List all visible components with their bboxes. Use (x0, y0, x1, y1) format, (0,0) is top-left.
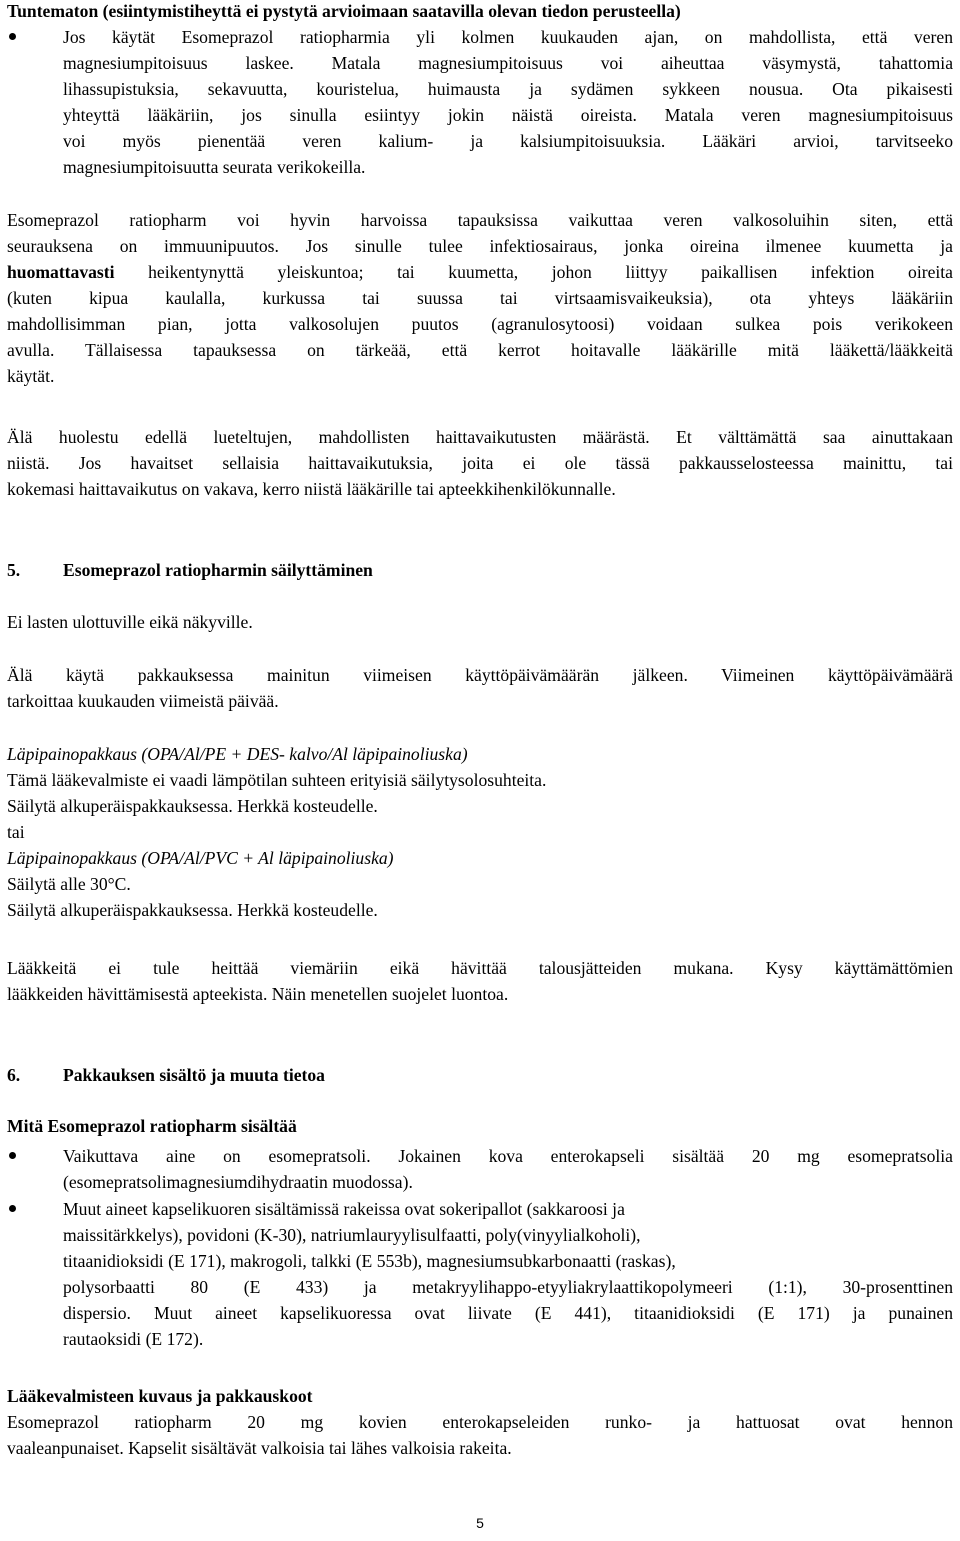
text-line: Tämä lääkevalmiste ei vaadi lämpötilan suhteen erityisiä säilytysolosuhteita. (7, 770, 547, 790)
text-line (7, 259, 953, 285)
section-number: 5. (7, 560, 21, 580)
text-span: heikentynyttä yleiskuntoa; tai kuumetta, johon liittyy paikallisen infektion oireita (114, 262, 953, 282)
text-line: maissitärkkelys), povidoni (K-30), natriumlauryylisulfaatti, poly(vinyylialkoholi), (63, 1225, 641, 1245)
text-line: rautaoksidi (E 172). (63, 1329, 204, 1349)
section-number: 6. (7, 1065, 21, 1085)
text-line: Esomeprazol ratiopharm voi hyvin harvoissa tapauksissa vaikuttaa veren valkosoluihin siten, että (7, 210, 953, 230)
text-line: Muut aineet kapselikuoren sisältämissä rakeissa ovat sokeripallot (sakkaroosi ja (63, 1199, 625, 1219)
bullet-icon (7, 1143, 21, 1157)
text-line: vaaleanpunaiset. Kapselit sisältävät valkoisia tai lähes valkoisia rakeita. (7, 1438, 512, 1458)
text-line: yhteyttä lääkäriin, jos sinulla esiintyy jokin näistä oireista. Matala veren magnesiumpitoisuus (63, 105, 953, 125)
text-line: niistä. Jos havaitset sellaisia haittavaikutuksia, joita ei ole tässä pakkausselosteessa mainittu, tai (7, 453, 953, 473)
text-line: avulla. Tällaisessa tapauksessa on tärkeää, että kerrot hoitavalle lääkärille mitä lääkettä/lääkkeitä (7, 340, 953, 360)
text-line: Lääkkeitä ei tule heittää viemäriin eikä hävittää talousjätteiden mukana. Kysy käyttämättömien (7, 958, 953, 978)
text-line: lääkkeiden hävittämisestä apteekista. Näin menetellen suojelet luontoa. (7, 984, 509, 1004)
text-line: tai (7, 822, 25, 842)
text-line: magnesiumpitoisuutta seurata verikokeilla. (63, 157, 366, 177)
subsection-heading: Mitä Esomeprazol ratiopharm sisältää (7, 1116, 297, 1136)
text-line: titaanidioksidi (E 171), makrogoli, talkki (E 553b), magnesiumsubkarbonaatti (raskas), (63, 1251, 676, 1271)
pack-type-title: Läpipainopakkaus (OPA/Al/PVC + Al läpipainoliuska) (7, 848, 394, 868)
text-line: Säilytä alkuperäispakkauksessa. Herkkä kosteudelle. (7, 796, 378, 816)
text-line: dispersio. Muut aineet kapselikuoressa ovat liivate (E 441), titaanidioksidi (E 171) ja punainen (63, 1303, 953, 1323)
text-line: voi myös pienentää veren kalium- ja kalsiumpitoisuuksia. Lääkäri arvioi, tarvitseeko (63, 131, 953, 151)
text-line: seurauksena on immuunipuutos. Jos sinulle tulee infektiosairaus, jonka oireina ilmenee kuumetta ja (7, 236, 953, 256)
bullet-icon (7, 24, 21, 38)
text-line: mahdollisimman pian, jotta valkosolujen puutos (agranulosytoosi) voidaan sulkea pois verikokeen (7, 314, 953, 334)
page-number: 5 (476, 1515, 484, 1531)
subsection-heading: Lääkevalmisteen kuvaus ja pakkauskoot (7, 1386, 313, 1406)
section-title: Pakkauksen sisältö ja muuta tietoa (63, 1065, 325, 1085)
bullet-icon (7, 1196, 21, 1210)
text-line: Ei lasten ulottuville eikä näkyville. (7, 612, 253, 632)
text-line: Säilytä alle 30°C. (7, 874, 131, 894)
text-line: (kuten kipua kaulalla, kurkussa tai suussa tai virtsaamisvaikeuksia), ota yhteys lääkäriin (7, 288, 953, 308)
pack-type-title: Läpipainopakkaus (OPA/Al/PE + DES- kalvo/Al läpipainoliuska) (7, 744, 468, 764)
text-line: Älä käytä pakkauksessa mainitun viimeisen käyttöpäivämäärän jälkeen. Viimeinen käyttöpäivämäärä (7, 665, 953, 685)
frequency-heading: Tuntematon (esiintymistiheyttä ei pystytä arvioimaan saatavilla olevan tiedon perusteella) (7, 1, 681, 21)
text-line: lihassupistuksia, sekavuutta, kouristelua, huimausta ja sydämen sykkeen nousua. Ota pikaisesti (63, 79, 953, 99)
text-line: polysorbaatti 80 (E 433) ja metakryylihappo-etyyliakrylaattikopolymeeri (1:1), 30-prosenttinen (63, 1277, 953, 1297)
emphasis-text: huomattavasti (7, 262, 115, 282)
text-line: Esomeprazol ratiopharm 20 mg kovien enterokapseleiden runko- ja hattuosat ovat hennon (7, 1412, 953, 1432)
text-line: Säilytä alkuperäispakkauksessa. Herkkä kosteudelle. (7, 900, 378, 920)
text-line: Vaikuttava aine on esomepratsoli. Jokainen kova enterokapseli sisältää 20 mg esomepratsolia (63, 1146, 953, 1166)
text-line: magnesiumpitoisuus laskee. Matala magnesiumpitoisuus voi aiheuttaa väsymystä, tahattomia (63, 53, 953, 73)
section-title: Esomeprazol ratiopharmin säilyttäminen (63, 560, 373, 580)
text-line: Jos käytät Esomeprazol ratiopharmia yli kolmen kuukauden ajan, on mahdollista, että veren (63, 27, 953, 47)
text-line: käytät. (7, 366, 55, 386)
text-line: tarkoittaa kuukauden viimeistä päivää. (7, 691, 279, 711)
text-line: (esomepratsolimagnesiumdihydraatin muodossa). (63, 1172, 413, 1192)
text-line: Älä huolestu edellä lueteltujen, mahdollisten haittavaikutusten määrästä. Et välttämättä saa ainuttakaan (7, 427, 953, 447)
text-line: kokemasi haittavaikutus on vakava, kerro niistä lääkärille tai apteekkihenkilökunnalle. (7, 479, 616, 499)
